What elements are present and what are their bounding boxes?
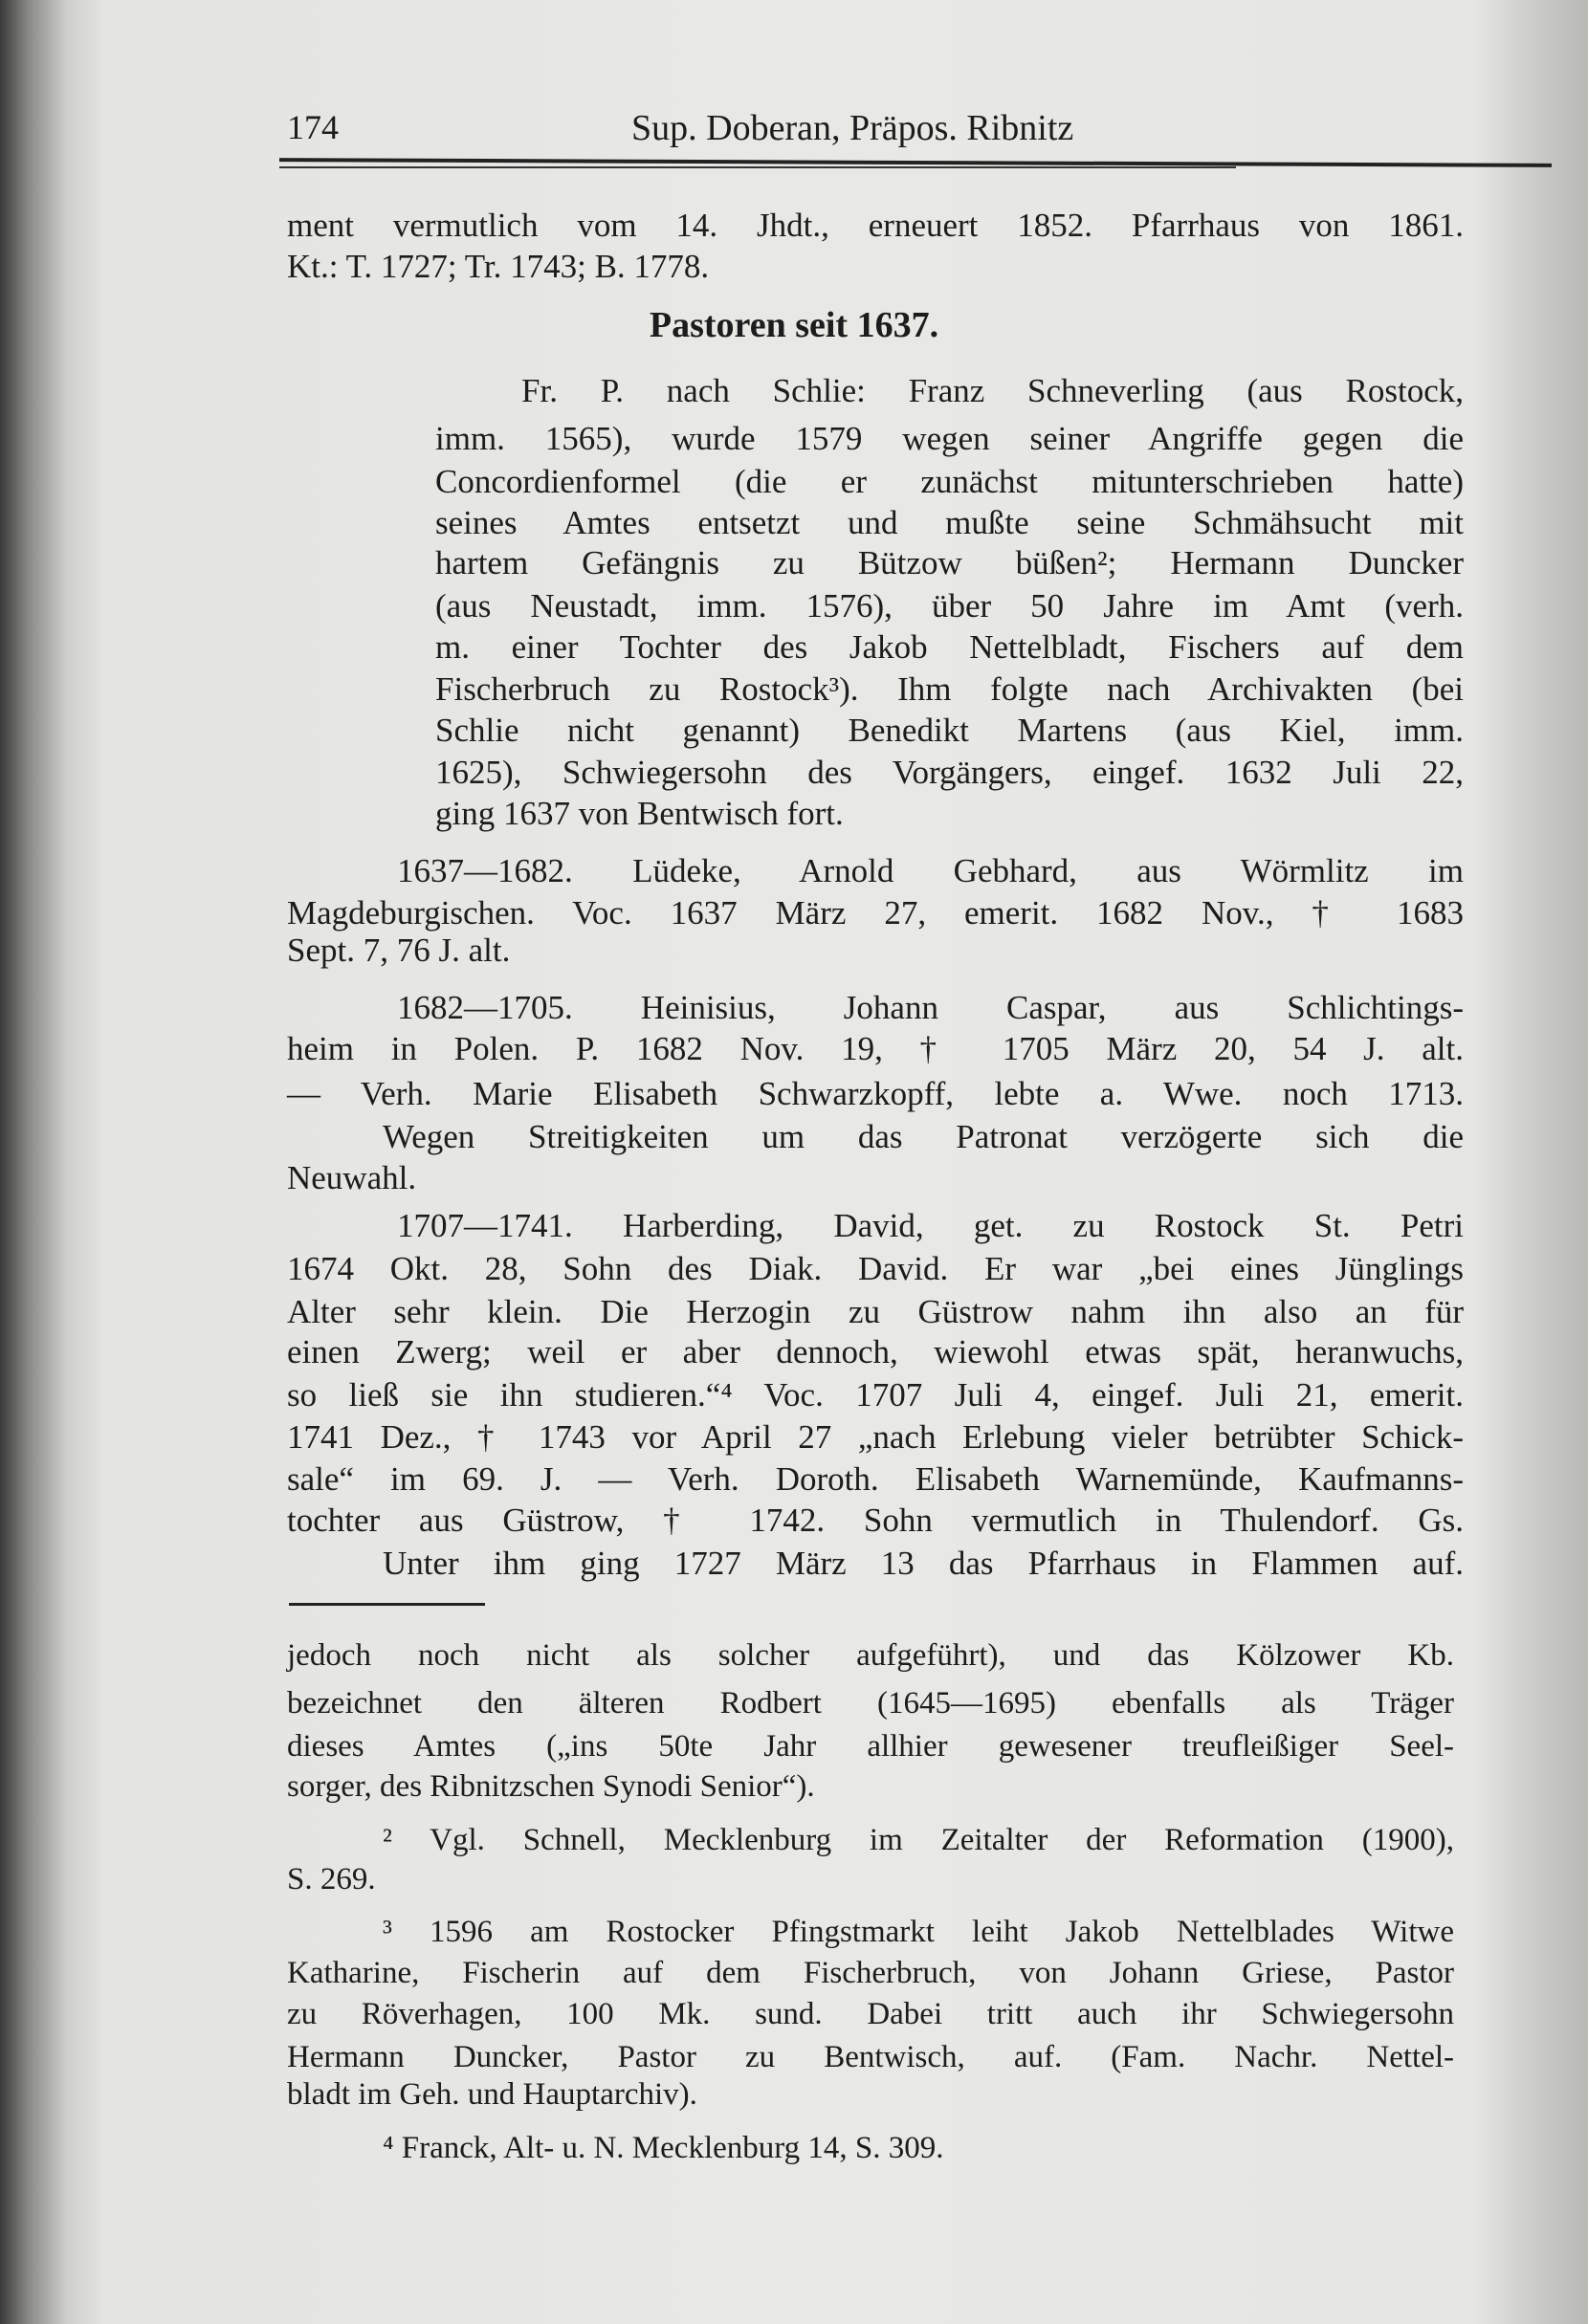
footnote-line: S. 269. [287,1862,376,1896]
body-text-line: Fischerbruch zu Rostock³). Ihm folgte nach Archivakten (bei [435,670,1464,708]
footnote-line: dieses Amtes („ins 50te Jahr allhier gewesener treufleißiger Seel- [287,1729,1454,1764]
footnote-line: ⁴ Franck, Alt- u. N. Mecklenburg 14, S. 309. [383,2131,944,2165]
body-text-line: heim in Polen. P. 1682 Nov. 19, † 1705 März 20, 54 J. alt. [287,1030,1464,1067]
footnote-line: sorger, des Ribnitzschen Synodi Senior“). [287,1769,815,1804]
body-text-line: — Verh. Marie Elisabeth Schwarzkopff, lebte a. Wwe. noch 1713. [287,1075,1464,1112]
body-text-line: 1741 Dez., † 1743 vor April 27 „nach Erlebung vieler betrübter Schick- [287,1418,1464,1456]
body-text-line: Schlie nicht genannt) Benedikt Martens (aus Kiel, imm. [435,712,1464,749]
footnote-line: ² Vgl. Schnell, Mecklenburg im Zeitalter der Reformation (1900), [383,1823,1454,1857]
footnote-rule [289,1603,485,1606]
section-heading: Pastoren seit 1637. [649,305,939,345]
body-text-line: Wegen Streitigkeiten um das Patronat verzögerte sich die [383,1118,1464,1155]
body-text-line: imm. 1565), wurde 1579 wegen seiner Angriffe gegen die [435,420,1464,457]
body-text-line: Fr. P. nach Schlie: Franz Schneverling (aus Rostock, [521,372,1464,409]
body-text-line: sale“ im 69. J. — Verh. Doroth. Elisabeth Warnemünde, Kaufmanns- [287,1460,1464,1498]
body-text-line: Neuwahl. [287,1159,417,1196]
body-text-line: so ließ sie ihn studieren.“⁴ Voc. 1707 Juli 4, eingef. Juli 21, emerit. [287,1376,1464,1414]
footnote-line: bezeichnet den älteren Rodbert (1645—1695) ebenfalls als Träger [287,1686,1454,1721]
body-text-line: Sept. 7, 76 J. alt. [287,932,511,969]
footnote-line: jedoch noch nicht als solcher aufgeführt), und das Kölzower Kb. [287,1638,1454,1673]
page-number: 174 [287,108,339,146]
body-text-line: 1625), Schwiegersohn des Vorgängers, eingef. 1632 Juli 22, [435,754,1464,791]
body-text-line: 1674 Okt. 28, Sohn des Diak. David. Er war „bei eines Jünglings [287,1250,1464,1287]
body-text-line: 1682—1705. Heinisius, Johann Caspar, aus Schlichtings- [397,989,1464,1026]
body-text-line: ment vermutlich vom 14. Jhdt., erneuert 1852. Pfarrhaus von 1861. [287,207,1464,244]
running-title: Sup. Doberan, Präpos. Ribnitz [631,108,1074,148]
body-text-line: seines Amtes entsetzt und mußte seine Schmähsucht mit [435,504,1464,541]
footnote-line: bladt im Geh. und Hauptarchiv). [287,2077,697,2112]
body-text-line: (aus Neustadt, imm. 1576), über 50 Jahre im Amt (verh. [435,587,1464,625]
body-text-line: hartem Gefängnis zu Bützow büßen²; Hermann Duncker [435,544,1464,581]
body-text-line: Kt.: T. 1727; Tr. 1743; B. 1778. [287,248,710,285]
body-text-line: einen Zwerg; weil er aber dennoch, wiewohl etwas spät, heranwuchs, [287,1333,1464,1370]
footnote-line: Katharine, Fischerin auf dem Fischerbruch, von Johann Griese, Pastor [287,1956,1454,1990]
footnote-line: zu Röverhagen, 100 Mk. sund. Dabei tritt auch ihr Schwiegersohn [287,1997,1454,2031]
body-text-line: 1707—1741. Harberding, David, get. zu Rostock St. Petri [397,1207,1464,1244]
body-text-line: Unter ihm ging 1727 März 13 das Pfarrhaus in Flammen auf. [383,1545,1464,1582]
body-text-line: ging 1637 von Bentwisch fort. [435,795,844,832]
footnote-line: ³ 1596 am Rostocker Pfingstmarkt leiht Jakob Nettelblades Witwe [383,1915,1454,1949]
body-text-line: m. einer Tochter des Jakob Nettelbladt, Fischers auf dem [435,628,1464,666]
footnote-line: Hermann Duncker, Pastor zu Bentwisch, auf. (Fam. Nachr. Nettel- [287,2040,1454,2074]
body-text-line: Concordienformel (die er zunächst mitunterschrieben hatte) [435,463,1464,500]
header-rule-thin [279,166,1236,168]
body-text-line: Alter sehr klein. Die Herzogin zu Güstrow nahm ihn also an für [287,1293,1464,1330]
body-text-line: tochter aus Güstrow, † 1742. Sohn vermutlich in Thulendorf. Gs. [287,1502,1464,1539]
body-text-line: Magdeburgischen. Voc. 1637 März 27, emerit. 1682 Nov., † 1683 [287,894,1464,932]
body-text-line: 1637—1682. Lüdeke, Arnold Gebhard, aus Wörmlitz im [397,852,1464,889]
